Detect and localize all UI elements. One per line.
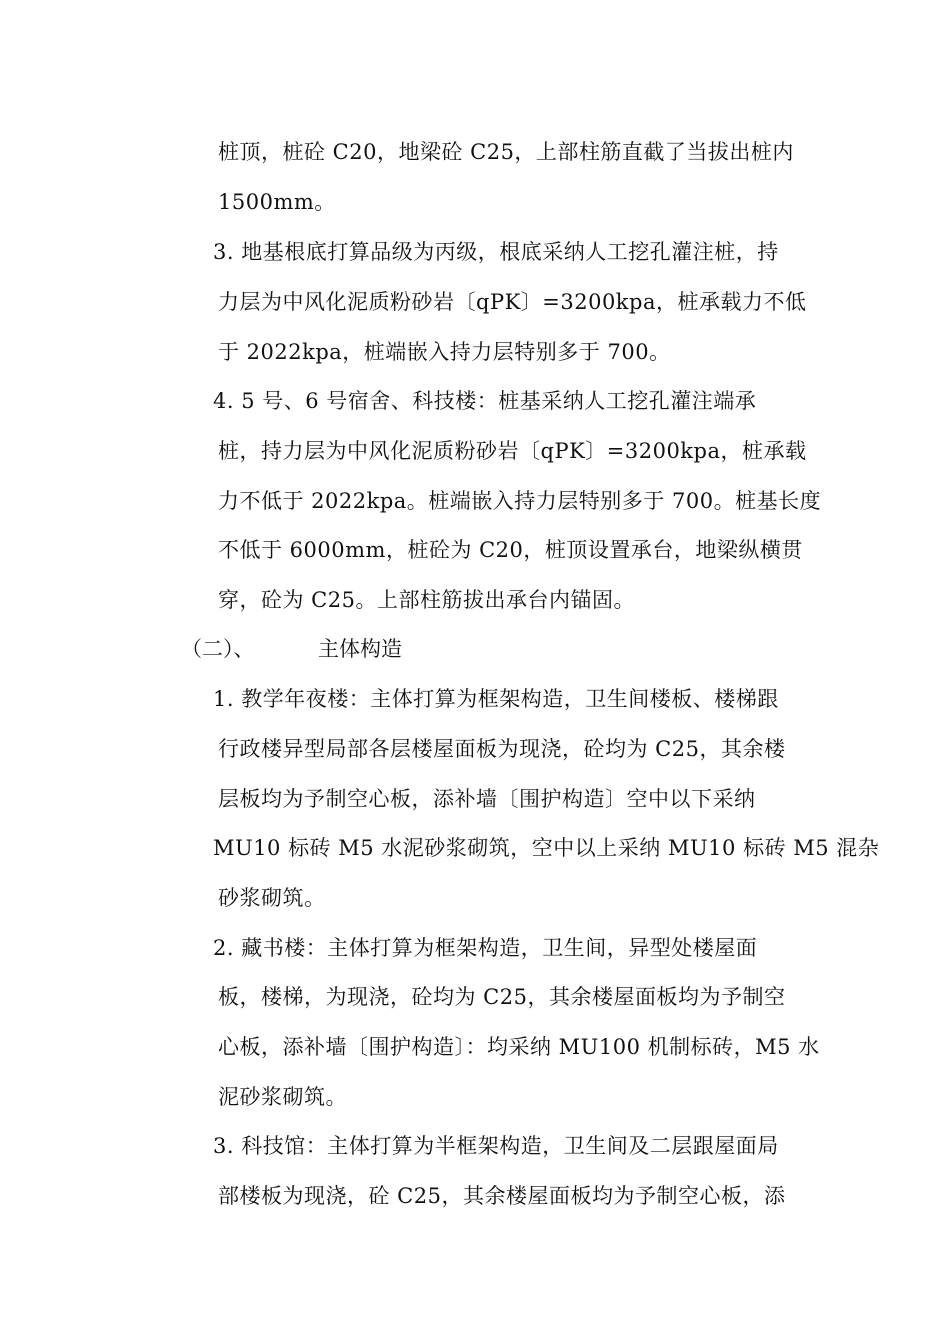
- section-number: （二）、: [181, 637, 255, 661]
- paragraph-line: 桩顶，桩砼 C20，地梁砼 C25，上部柱筋直截了当拔出桩内: [218, 140, 794, 164]
- paragraph-line: 板，楼梯，为现浇，砼均为 C25，其余楼屋面板均为予制空: [218, 985, 786, 1009]
- list-item-line: 1. 教学年夜楼：主体打算为框架构造，卫生间楼板、楼梯跟: [213, 687, 779, 711]
- list-item-line: 3. 科技馆：主体打算为半框架构造，卫生间及二层跟屋面局: [213, 1134, 779, 1158]
- list-item-line: 4. 5 号、6 号宿舍、科技楼：桩基采纳人工挖孔灌注端承: [213, 389, 757, 413]
- paragraph-line: 力不低于 2022kpa。桩端嵌入持力层特别多于 700。桩基长度: [218, 489, 822, 513]
- paragraph-line: MU10 标砖 M5 水泥砂浆砌筑，空中以上采纳 MU10 标砖 M5 混杂: [213, 836, 880, 860]
- paragraph-line: 泥砂浆砌筑。: [218, 1085, 347, 1109]
- list-item-line: 3. 地基根底打算品级为丙级，根底采纳人工挖孔灌注桩，持: [213, 240, 779, 264]
- paragraph-line: 穿，砼为 C25。上部柱筋拔出承台内锚固。: [218, 588, 635, 612]
- paragraph-line: 砂浆砌筑。: [218, 886, 326, 910]
- section-title: 主体构造: [318, 637, 402, 661]
- paragraph-line: 桩，持力层为中风化泥质粉砂岩〔qPK〕=3200kpa，桩承载: [218, 439, 807, 463]
- paragraph-line: 层板均为予制空心板，添补墙〔围护构造〕空中以下采纳: [218, 787, 756, 811]
- list-item-line: 2. 藏书楼：主体打算为框架构造，卫生间，异型处楼屋面: [213, 936, 758, 960]
- paragraph-line: 行政楼异型局部各层楼屋面板为现浇，砼均为 C25，其余楼: [218, 737, 786, 761]
- paragraph-line: 力层为中风化泥质粉砂岩〔qPK〕=3200kpa，桩承载力不低: [218, 290, 807, 314]
- paragraph-line: 心板，添补墙〔围护构造〕：均采纳 MU100 机制标砖，M5 水: [218, 1035, 820, 1059]
- paragraph-line: 1500mm。: [218, 190, 336, 214]
- paragraph-line: 部楼板为现浇，砼 C25，其余楼屋面板均为予制空心板，添: [218, 1184, 786, 1208]
- paragraph-line: 于 2022kpa，桩端嵌入持力层特别多于 700。: [218, 340, 671, 364]
- paragraph-line: 不低于 6000mm，桩砼为 C20，桩顶设置承台，地梁纵横贯: [218, 538, 803, 562]
